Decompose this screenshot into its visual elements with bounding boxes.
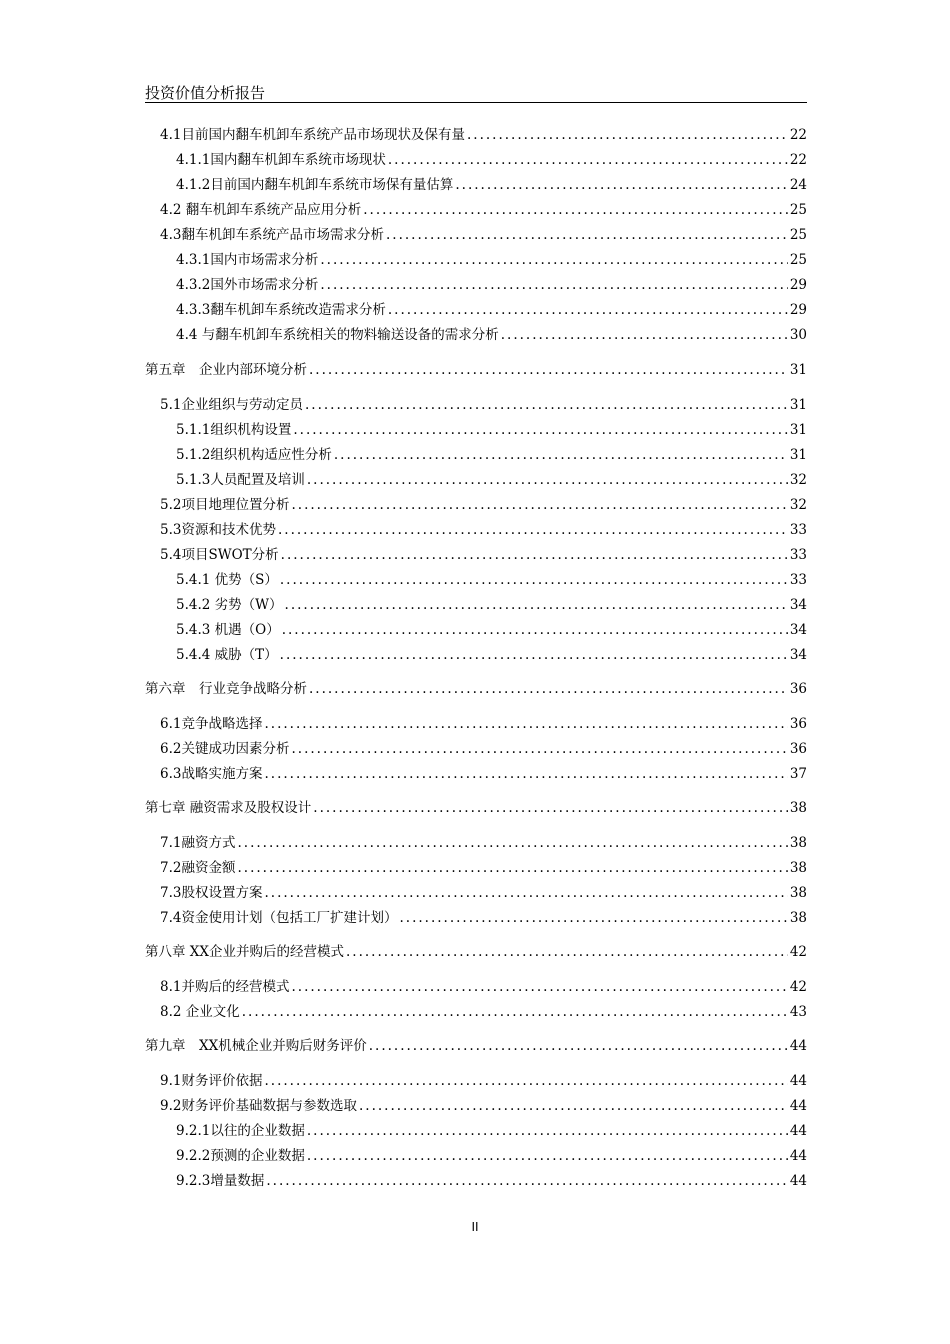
toc-entry-label: 7.3股权设置方案 [160, 885, 263, 901]
toc-entry[interactable] [160, 1001, 807, 1023]
toc-entry[interactable] [176, 644, 807, 666]
toc-entry-page: 42 [789, 979, 807, 995]
toc-dot-leader [264, 713, 787, 735]
toc-entry-page: 38 [789, 860, 807, 876]
toc-dot-leader [282, 619, 788, 641]
toc-entry[interactable] [176, 569, 807, 591]
toc-dot-leader [320, 274, 787, 296]
toc-entry[interactable] [160, 907, 807, 929]
toc-entry-label: 8.1并购后的经营模式 [160, 979, 290, 995]
toc-entry-page: 42 [789, 944, 807, 960]
toc-dot-leader [501, 324, 788, 346]
toc-entry-page: 29 [789, 302, 807, 318]
toc-entry-page: 44 [789, 1123, 807, 1139]
toc-dot-leader [313, 797, 788, 819]
toc-entry[interactable] [160, 124, 807, 146]
toc-entry[interactable] [160, 394, 807, 416]
toc-dot-leader [359, 1095, 788, 1117]
toc-chapter-entry[interactable] [145, 678, 807, 700]
toc-entry-page: 31 [789, 397, 807, 413]
toc-entry[interactable] [160, 857, 807, 879]
toc-entry-label: 7.1融资方式 [160, 835, 236, 851]
toc-entry-page: 31 [789, 447, 807, 463]
toc-entry-page: 22 [789, 152, 807, 168]
report-title: 投资价值分析报告 [145, 84, 266, 102]
toc-entry-page: 29 [789, 277, 807, 293]
toc-entry-page: 25 [789, 227, 807, 243]
toc-dot-leader [280, 569, 788, 591]
toc-dot-leader [388, 149, 788, 171]
toc-entry-page: 34 [789, 647, 807, 663]
toc-dot-leader [291, 976, 787, 998]
toc-dot-leader [399, 907, 787, 929]
toc-entry-label: 9.2.2预测的企业数据 [176, 1148, 305, 1164]
toc-dot-leader [264, 882, 787, 904]
toc-entry[interactable] [176, 1145, 807, 1167]
toc-entry[interactable] [160, 832, 807, 854]
toc-entry[interactable] [176, 274, 807, 296]
toc-entry[interactable] [160, 882, 807, 904]
toc-entry-label: 5.1.2组织机构适应性分析 [176, 447, 332, 463]
toc-entry-page: 30 [789, 327, 807, 343]
toc-entry-label: 4.3翻车机卸车系统产品市场需求分析 [160, 227, 384, 243]
toc-entry-page: 22 [789, 127, 807, 143]
toc-dot-leader [309, 359, 788, 381]
toc-entry[interactable] [176, 419, 807, 441]
toc-entry[interactable] [160, 199, 807, 221]
toc-entry-page: 24 [789, 177, 807, 193]
toc-entry-page: 25 [789, 252, 807, 268]
toc-dot-leader [455, 174, 787, 196]
toc-dot-leader [307, 1145, 788, 1167]
toc-chapter-entry[interactable] [145, 359, 807, 381]
toc-dot-leader [363, 199, 788, 221]
toc-entry-label: 9.2.1以往的企业数据 [176, 1123, 305, 1139]
toc-entry-label: 第七章 融资需求及股权设计 [145, 800, 312, 816]
toc-entry[interactable] [176, 249, 807, 271]
toc-entry[interactable] [176, 299, 807, 321]
toc-entry-label: 5.4.1 优势（S） [176, 572, 278, 588]
toc-entry[interactable] [176, 594, 807, 616]
toc-entry[interactable] [160, 519, 807, 541]
toc-dot-leader [291, 494, 787, 516]
toc-entry-label: 9.2.3增量数据 [176, 1173, 265, 1189]
toc-dot-leader [237, 832, 787, 854]
toc-chapter-entry[interactable] [145, 941, 807, 963]
toc-entry[interactable] [160, 976, 807, 998]
toc-dot-leader [242, 1001, 788, 1023]
toc-entry-page: 38 [789, 835, 807, 851]
toc-entry-page: 34 [789, 622, 807, 638]
toc-entry-label: 4.2 翻车机卸车系统产品应用分析 [160, 202, 362, 218]
toc-entry-label: 第六章 行业竞争战略分析 [145, 681, 307, 697]
toc-entry-page: 44 [789, 1148, 807, 1164]
page-number: II [471, 1220, 479, 1234]
toc-entry[interactable] [176, 324, 807, 346]
toc-entry[interactable] [176, 469, 807, 491]
toc-entry-label: 7.2融资金额 [160, 860, 236, 876]
toc-entry-label: 4.1目前国内翻车机卸车系统产品市场现状及保有量 [160, 127, 465, 143]
toc-entry-label: 5.4.2 劣势（W） [176, 597, 283, 613]
toc-chapter-entry[interactable] [145, 797, 807, 819]
toc-entry-label: 4.3.1国内市场需求分析 [176, 252, 319, 268]
toc-dot-leader [293, 419, 787, 441]
toc-dot-leader [266, 1170, 787, 1192]
toc-dot-leader [264, 763, 787, 785]
toc-entry[interactable] [176, 1120, 807, 1142]
toc-entry-label: 第八章 XX企业并购后的经营模式 [145, 944, 345, 960]
toc-entry-page: 36 [789, 716, 807, 732]
toc-entry[interactable] [160, 713, 807, 735]
toc-entry-label: 第五章 企业内部环境分析 [145, 362, 307, 378]
toc-dot-leader [281, 544, 788, 566]
toc-dot-leader [388, 299, 788, 321]
toc-entry-label: 5.2项目地理位置分析 [160, 497, 290, 513]
toc-dot-leader [346, 941, 788, 963]
toc-entry-page: 33 [789, 522, 807, 538]
toc-dot-leader [305, 394, 788, 416]
toc-entry-page: 25 [789, 202, 807, 218]
toc-chapter-entry[interactable] [145, 1035, 807, 1057]
toc-entry-label: 4.1.1国内翻车机卸车系统市场现状 [176, 152, 386, 168]
toc-entry-page: 36 [789, 681, 807, 697]
toc-entry-label: 5.4.4 威胁（T） [176, 647, 278, 663]
toc-entry-label: 4.4 与翻车机卸车系统相关的物料输送设备的需求分析 [176, 327, 499, 343]
toc-entry-label: 9.2财务评价基础数据与参数选取 [160, 1098, 357, 1114]
toc-dot-leader [264, 1070, 787, 1092]
toc-entry[interactable] [176, 149, 807, 171]
toc-dot-leader [278, 519, 788, 541]
toc-dot-leader [369, 1035, 788, 1057]
toc-entry-label: 5.4.3 机遇（O） [176, 622, 280, 638]
toc-entry-page: 44 [789, 1038, 807, 1054]
toc-dot-leader [285, 594, 788, 616]
toc-dot-leader [320, 249, 787, 271]
toc-entry[interactable] [160, 738, 807, 760]
toc-entry-page: 44 [789, 1098, 807, 1114]
toc-entry-page: 38 [789, 800, 807, 816]
toc-entry-page: 31 [789, 362, 807, 378]
toc-dot-leader [307, 1120, 788, 1142]
toc-entry-label: 7.4资金使用计划（包括工厂扩建计划） [160, 910, 398, 926]
toc-entry-label: 5.3资源和技术优势 [160, 522, 276, 538]
toc-dot-leader [467, 124, 788, 146]
toc-entry[interactable] [160, 224, 807, 246]
toc-entry-label: 6.3战略实施方案 [160, 766, 263, 782]
toc-entry-label: 6.2关键成功因素分析 [160, 741, 290, 757]
toc-entry-page: 38 [789, 910, 807, 926]
toc-entry-page: 44 [789, 1173, 807, 1189]
toc-entry-label: 9.1财务评价依据 [160, 1073, 263, 1089]
toc-entry-page: 32 [789, 472, 807, 488]
toc-dot-leader [309, 678, 788, 700]
toc-dot-leader [386, 224, 788, 246]
toc-entry[interactable] [160, 763, 807, 785]
toc-entry-label: 5.1.3人员配置及培训 [176, 472, 305, 488]
toc-entry-label: 4.3.3翻车机卸车系统改造需求分析 [176, 302, 386, 318]
toc-entry-page: 33 [789, 547, 807, 563]
toc-dot-leader [291, 738, 787, 760]
toc-dot-leader [334, 444, 788, 466]
toc-entry-page: 31 [789, 422, 807, 438]
toc-entry-page: 43 [789, 1004, 807, 1020]
toc-entry[interactable] [176, 1170, 807, 1192]
toc-entry-page: 33 [789, 572, 807, 588]
toc-entry-label: 8.2 企业文化 [160, 1004, 240, 1020]
toc-entry-label: 5.4项目SWOT分析 [160, 547, 279, 563]
toc-entry-label: 5.1企业组织与劳动定员 [160, 397, 303, 413]
toc-entry[interactable] [176, 444, 807, 466]
toc-entry[interactable] [160, 1095, 807, 1117]
toc-dot-leader [280, 644, 788, 666]
toc-entry-page: 44 [789, 1073, 807, 1089]
toc-entry-page: 37 [789, 766, 807, 782]
toc-entry[interactable] [176, 619, 807, 641]
toc-entry-label: 5.1.1组织机构设置 [176, 422, 292, 438]
toc-entry-label: 6.1竞争战略选择 [160, 716, 263, 732]
toc-entry[interactable] [176, 174, 807, 196]
toc-entry[interactable] [160, 494, 807, 516]
toc-entry-page: 38 [789, 885, 807, 901]
toc-entry-label: 第九章 XX机械企业并购后财务评价 [145, 1038, 367, 1054]
toc-entry-page: 34 [789, 597, 807, 613]
toc-entry-page: 36 [789, 741, 807, 757]
toc-dot-leader [307, 469, 788, 491]
toc-entry-label: 4.1.2目前国内翻车机卸车系统市场保有量估算 [176, 177, 454, 193]
toc-dot-leader [237, 857, 787, 879]
toc-entry-page: 32 [789, 497, 807, 513]
toc-entry[interactable] [160, 1070, 807, 1092]
page-header [145, 80, 807, 103]
toc-entry[interactable] [160, 544, 807, 566]
toc-entry-label: 4.3.2国外市场需求分析 [176, 277, 319, 293]
